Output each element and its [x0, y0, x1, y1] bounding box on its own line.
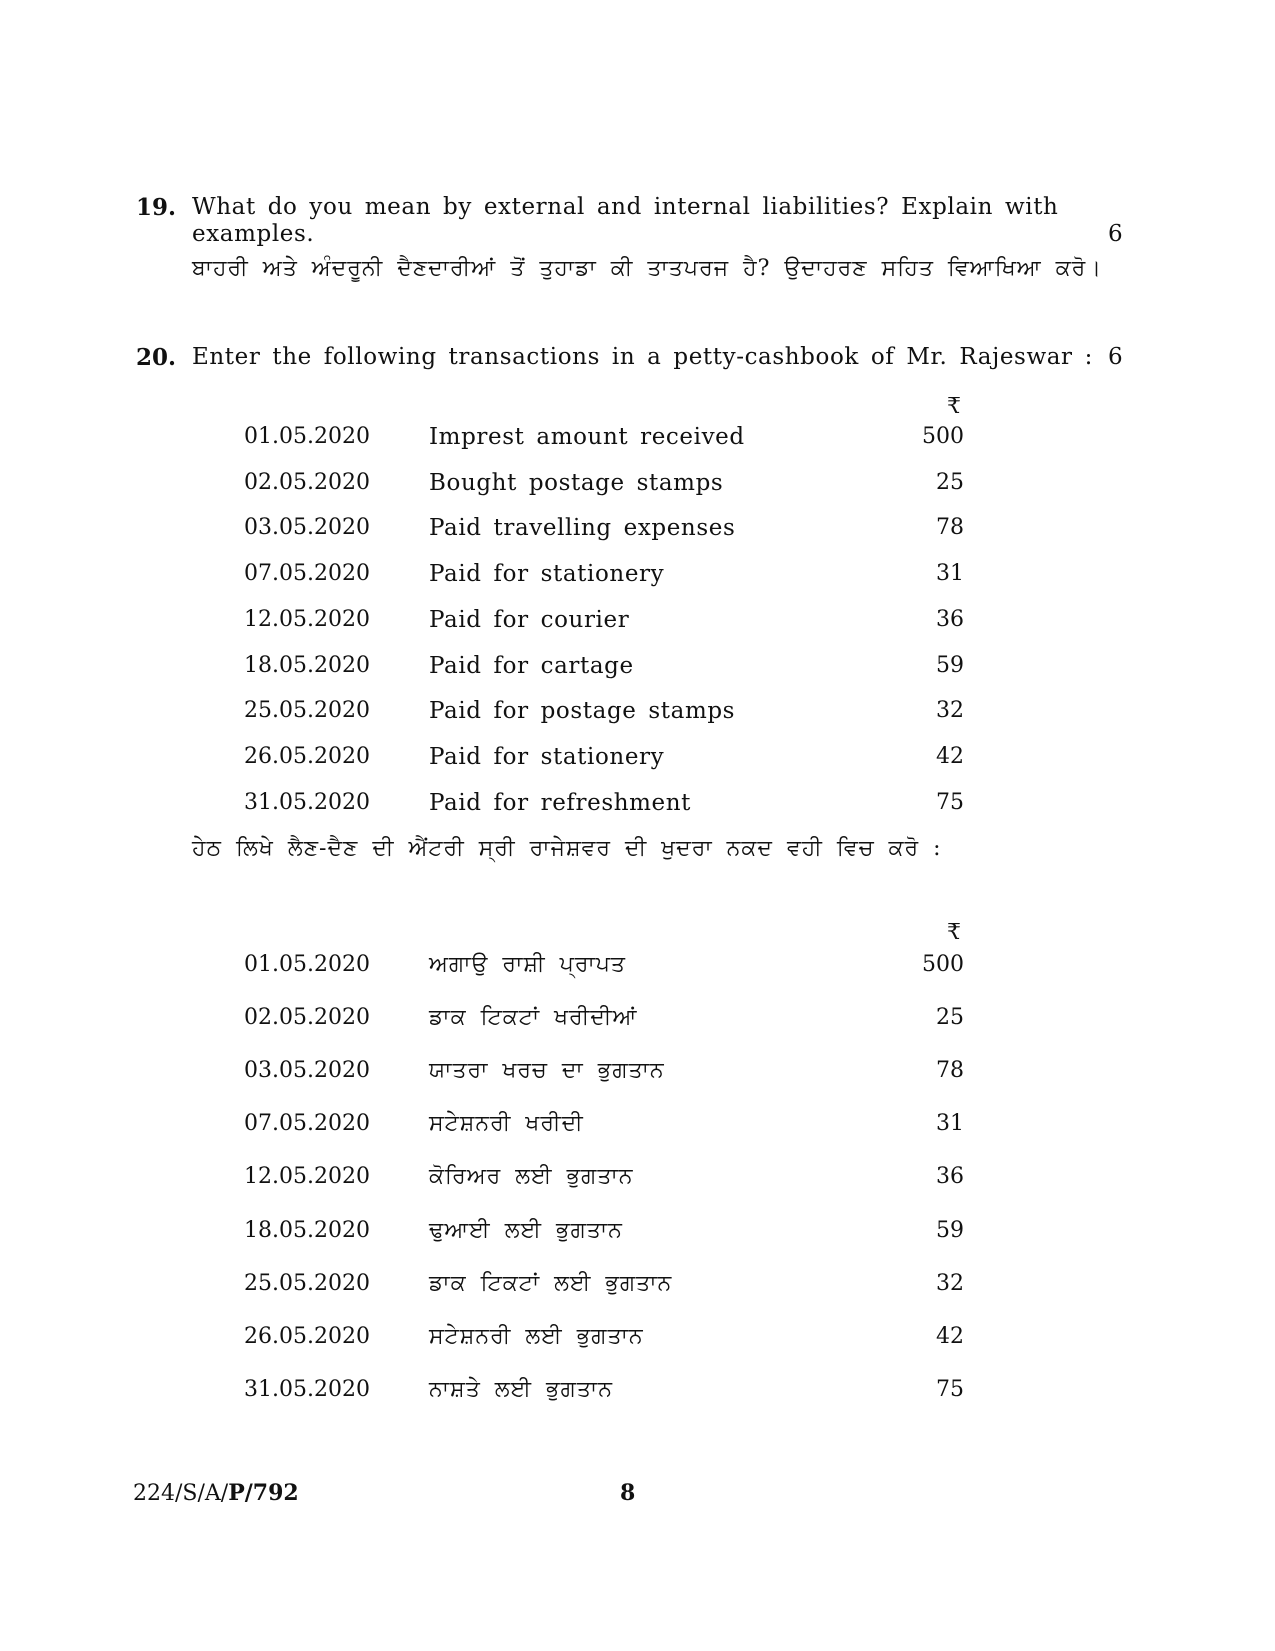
table-row-amount: 59 [936, 1217, 964, 1243]
q19-punjabi: ਬਾਹਰੀ ਅਤੇ ਅੰਦਰੂਨੀ ਦੈਣਦਾਰੀਆਂ ਤੋਂ ਤੁਹਾਡਾ ਕੀ ਤਾਤਪਰਜ ਹੈ? ਉਦਾਹਰਣ ਸਹਿਤ ਵਿਆਖਿਆ ਕਰੋ। [192, 256, 1103, 281]
table-row-amount: 78 [936, 515, 964, 541]
q19-number: 19. [136, 194, 177, 221]
q20-marks: 6 [1108, 344, 1123, 370]
table-row-date: 03.05.2020 [244, 1058, 370, 1084]
table-row-amount: 25 [936, 469, 964, 495]
table-row-date: 18.05.2020 [244, 1217, 370, 1243]
table-row-amount: 36 [936, 1164, 964, 1190]
table-row-date: 02.05.2020 [244, 469, 370, 495]
paper-code-num: 792 [252, 1480, 299, 1506]
table-row-date: 18.05.2020 [244, 652, 370, 678]
table-row-description: Bought postage stamps [429, 469, 724, 496]
q19-text-line1: What do you mean by external and internal liabilities? Explain with [192, 194, 1059, 220]
table-row-date: 02.05.2020 [244, 1005, 370, 1031]
table-row-date: 26.05.2020 [244, 743, 370, 769]
table-row-description: ਸਟੇਸ਼ਨਰੀ ਖਰੀਦੀ [429, 1111, 584, 1137]
q20-punjabi-intro: ਹੇਠ ਲਿਖੇ ਲੈਣ-ਦੈਣ ਦੀ ਐਂਟਰੀ ਸ੍ਰੀ ਰਾਜੇਸ਼ਵਰ ਦੀ ਖੁਦਰਾ ਨਕਦ ਵਹੀ ਵਿਚ ਕਰੋ : [192, 836, 942, 861]
table-row-date: 25.05.2020 [244, 698, 370, 724]
paper-code [133, 1480, 299, 1506]
table-row-description: ਡਾਕ ਟਿਕਟਾਂ ਖਰੀਦੀਆਂ [429, 1005, 638, 1031]
table-row-date: 01.05.2020 [244, 952, 370, 977]
table-row-date: 12.05.2020 [244, 606, 370, 632]
table-row-amount: 42 [936, 743, 964, 769]
table-row-description: ਯਾਤਰਾ ਖਰਚ ਦਾ ਭੁਗਤਾਨ [429, 1058, 665, 1084]
table-row-amount: 31 [936, 561, 964, 587]
currency-symbol-punjabi: ₹ [947, 920, 961, 945]
table-row-description: ਕੋਰਿਅਰ ਲਈ ਭੁਗਤਾਨ [429, 1164, 634, 1190]
table-row-date: 07.05.2020 [244, 1111, 370, 1137]
table-row-description: ਡਾਕ ਟਿਕਟਾਂ ਲਈ ਭੁਗਤਾਨ [429, 1270, 673, 1296]
paper-code-bold: P [228, 1480, 245, 1506]
table-row-amount: 36 [936, 606, 964, 632]
table-row-description: Paid for cartage [429, 652, 634, 679]
q20-number: 20. [136, 344, 177, 371]
table-row-amount: 75 [936, 789, 964, 815]
table-row-description: Paid for refreshment [429, 789, 692, 816]
table-row-amount: 25 [936, 1005, 964, 1031]
table-row-description: Paid for stationery [429, 561, 665, 588]
table-row-description: ਸਟੇਸ਼ਨਰੀ ਲਈ ਭੁਗਤਾਨ [429, 1323, 644, 1349]
table-row-date: 03.05.2020 [244, 515, 370, 541]
paper-code-sep: / [244, 1480, 253, 1506]
table-row-amount: 78 [936, 1058, 964, 1084]
q19-text-line2: examples. [192, 221, 315, 247]
table-row-description: Paid for postage stamps [429, 698, 736, 725]
table-row-amount: 42 [936, 1323, 964, 1349]
table-row-date: 31.05.2020 [244, 1376, 370, 1402]
table-row-description: Paid for courier [429, 606, 630, 633]
table-row-description: ਨਾਸ਼ਤੇ ਲਈ ਭੁਗਤਾਨ [429, 1376, 613, 1402]
q20-text: Enter the following transactions in a petty-cashbook of Mr. Rajeswar : [192, 344, 1093, 370]
table-row-amount: 32 [936, 1270, 964, 1296]
currency-symbol: ₹ [947, 394, 961, 419]
q19-marks: 6 [1108, 221, 1123, 247]
page-number: 8 [620, 1480, 636, 1506]
paper-code-prefix: 224/S/A/ [133, 1481, 229, 1506]
table-row-date: 12.05.2020 [244, 1164, 370, 1190]
table-row-amount: 32 [936, 698, 964, 724]
table-row-description: Paid travelling expenses [429, 515, 736, 542]
table-row-description: Imprest amount received [429, 424, 745, 450]
table-row-description: ਢੁਆਈ ਲਈ ਭੁਗਤਾਨ [429, 1217, 623, 1243]
table-row-date: 01.05.2020 [244, 424, 370, 449]
table-row-date: 25.05.2020 [244, 1270, 370, 1296]
table-row-date: 26.05.2020 [244, 1323, 370, 1349]
table-row-amount: 59 [936, 652, 964, 678]
table-row-description: ਅਗਾਉ ਰਾਸ਼ੀ ਪ੍ਰਾਪਤ [429, 952, 627, 977]
table-row-date: 31.05.2020 [244, 789, 370, 815]
table-row-date: 07.05.2020 [244, 561, 370, 587]
table-row-amount: 75 [936, 1376, 964, 1402]
table-row-amount: 31 [936, 1111, 964, 1137]
table-row-amount: 500 [922, 424, 964, 449]
table-row-description: Paid for stationery [429, 743, 665, 770]
table-row-amount: 500 [922, 952, 964, 977]
